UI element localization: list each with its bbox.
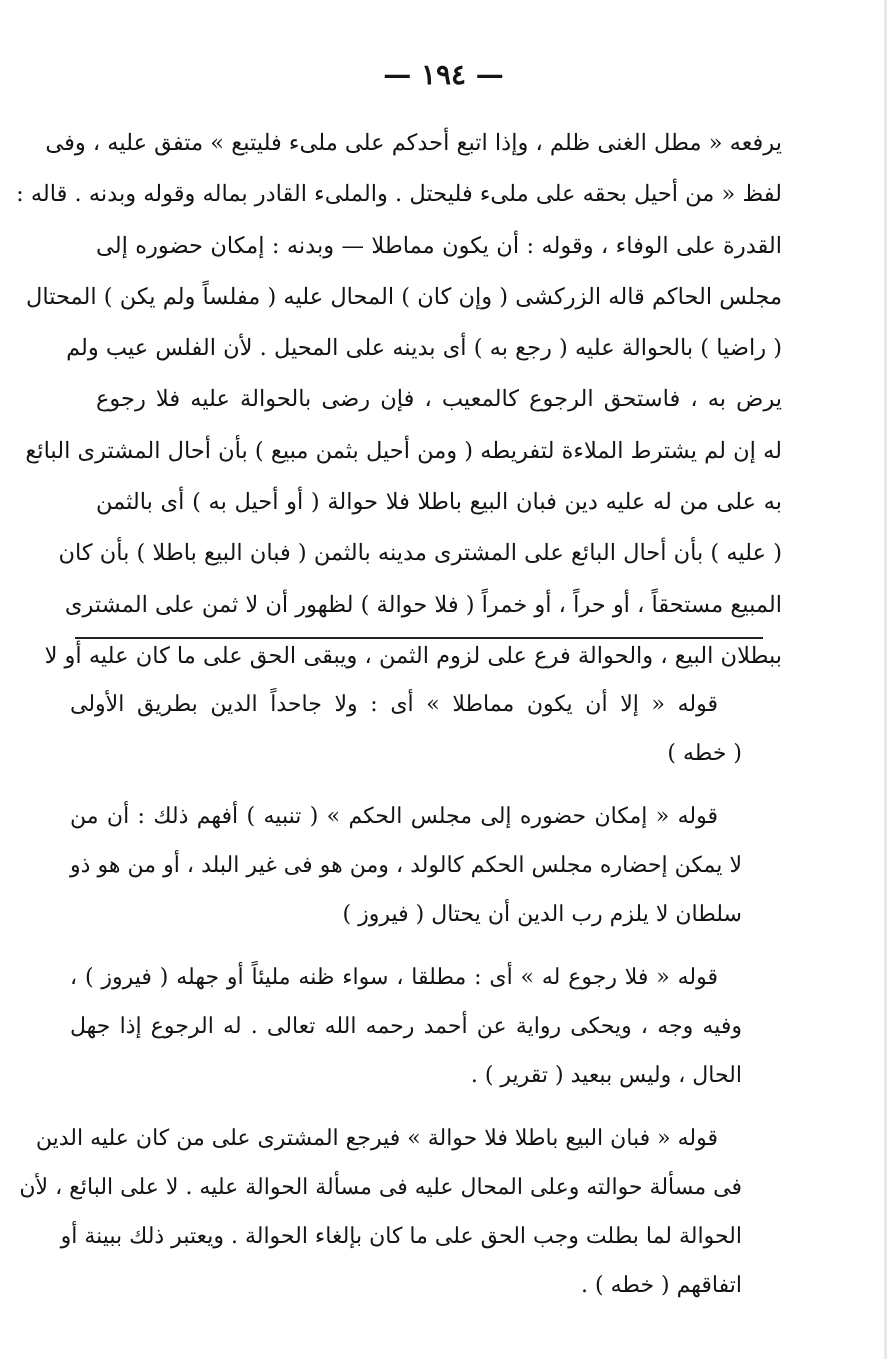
main-text-line: يرفعه « مطل الغنى ظلم ، وإذا اتبع أحدكم على ملىء فليتبع » متفق عليه ، وفى [45, 130, 782, 156]
main-text-body [16, 118, 782, 682]
footnote-line: ( خطه ) [667, 741, 742, 766]
footnote-line: الحوالة لما بطلت وجب الحق على ما كان بإلغاء الحوالة . ويعتبر ذلك ببينة أو [60, 1224, 742, 1249]
footnote-line: قوله « فلا رجوع له » أى : مطلقا ، سواء ظنه مليئاً أو جهله ( فيروز ) ، [70, 965, 718, 990]
footnote-line: سلطان لا يلزم رب الدين أن يحتال ( فيروز ) [342, 902, 742, 927]
footnote-divider [75, 637, 763, 639]
footnote-spacer [70, 778, 742, 792]
main-text-line: ( راضيا ) بالحوالة عليه ( رجع به ) أى بدينه على المحيل . لأن الفلس عيب ولم [66, 335, 782, 362]
main-text-line: القدرة على الوفاء ، وقوله : أن يكون مماطلا — وبدنه : إمكان حضوره إلى [96, 232, 782, 259]
main-text-line: له إن لم يشترط الملاءة لتفريطه ( ومن أحيل بثمن مبيع ) بأن أحال المشترى البائع [25, 437, 782, 464]
footnote-2 [70, 792, 742, 939]
main-text-line: مجلس الحاكم قاله الزركشى ( وإن كان ) المحال عليه ( مفلساً ولم يكن ) المحتال [26, 283, 782, 310]
main-text-line: لفظ « من أحيل بحقه على ملىء فليحتل . والملىء القادر بماله وقوله وبدنه . قاله : [16, 181, 782, 208]
footnote-line: قوله « إلا أن يكون مماطلا » أى : ولا جاحداً الدين بطريق الأولى [70, 692, 718, 717]
main-text-line: يرض به ، فاستحق الرجوع كالمعيب ، فإن رضى بالحوالة عليه فلا رجوع [96, 386, 782, 413]
main-text-line: ببطلان البيع ، والحوالة فرع على لزوم الثمن ، ويبقى الحق على ما كان عليه أو لا [44, 642, 782, 669]
footnote-line: فى مسألة حوالته وعلى المحال عليه فى مسألة الحوالة عليه . لا على البائع ، لأن [19, 1175, 742, 1200]
main-text-line: به على من له عليه دين فبان البيع باطلا فلا حوالة ( أو أحيل به ) أى بالثمن [96, 489, 782, 516]
footnotes-section [19, 680, 742, 1310]
footnote-line: اتفاقهم ( خطه ) . [581, 1273, 742, 1298]
footnote-1 [70, 680, 742, 778]
footnote-3 [70, 953, 742, 1100]
footnote-line: قوله « فبان البيع باطلا فلا حوالة » فيرجع المشترى على من كان عليه الدين [35, 1126, 718, 1151]
page-number: — ١٩٤ — [383, 58, 504, 91]
footnote-line: الحال ، وليس ببعيد ( تقرير ) . [470, 1063, 742, 1088]
footnote-line: قوله « إمكان حضوره إلى مجلس الحكم » ( تنبيه ) أفهم ذلك : أن من [70, 804, 718, 829]
footnote-line: وفيه وجه ، ويحكى رواية عن أحمد رحمه الله تعالى . له الرجوع إذا جهل [70, 1014, 742, 1039]
footnote-4 [19, 1114, 742, 1310]
main-text-line: ( عليه ) بأن أحال البائع على المشترى مدينه بالثمن ( فبان البيع باطلا ) بأن كان [58, 540, 782, 567]
footnote-line: لا يمكن إحضاره مجلس الحكم كالولد ، ومن هو فى غير البلد ، أو من هو ذو [70, 853, 742, 878]
footnote-spacer [70, 1100, 742, 1114]
main-text-line: المبيع مستحقاً ، أو حراً ، أو خمراً ( فلا حوالة ) لظهور أن لا ثمن على المشترى [64, 591, 782, 618]
footnote-spacer [70, 939, 742, 953]
